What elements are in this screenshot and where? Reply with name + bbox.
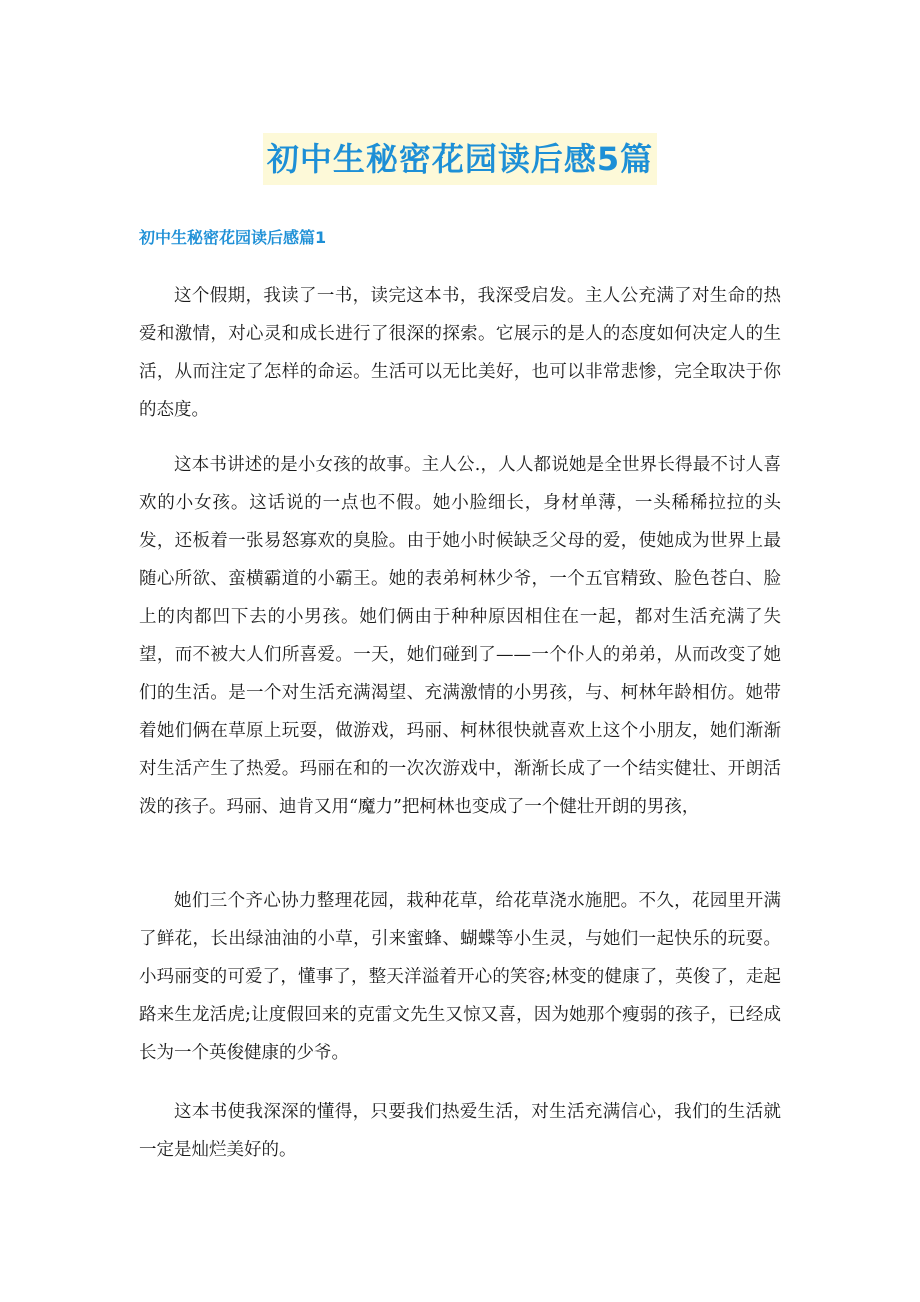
body-paragraph-1: 这个假期，我读了一书，读完这本书，我深受启发。主人公充满了对生命的热爱和激情，对心灵和成长进行了很深的探索。它展示的是人的态度如何决定人的生活，从而注定了怎样的命运。生活可以无比美好，也可以非常悲惨，完全取决于你的态度。 bbox=[139, 286, 781, 420]
body-paragraph-2: 这本书讲述的是小女孩的故事。主人公.，人人都说她是全世界长得最不讨人喜欢的小女孩。这话说的一点也不假。她小脸细长，身材单薄，一头稀稀拉拉的头发，还板着一张易怒寡欢的臭脸。由于她小时候缺乏父母的爱，使她成为世界上最随心所欲、蛮横霸道的小霸王。她的表弟柯林少爷，一个五官精致、脸色苍白、脸上的肉都凹下去的小男孩。她们俩由于种种原因相住在一起，都对生活充满了失望，而不被大人们所喜爱。一天，她们碰到了——一个仆人的弟弟，从而改变了她们的生活。是一个对生活充满渴望、充满激情的小男孩，与、柯林年龄相仿。她带着她们俩在草原上玩耍，做游戏，玛丽、柯林很快就喜欢上这个小朋友，她们渐渐对生活产生了热爱。玛丽在和的一次次游戏中，渐渐长成了一个结实健壮、开朗活泼的孩子。玛丽、迪肯又用“魔力”把柯林也变成了一个健壮开朗的男孩， bbox=[139, 455, 781, 817]
body-paragraph-3: 她们三个齐心协力整理花园，栽种花草，给花草浇水施肥。不久，花园里开满了鲜花，长出绿油油的小草，引来蜜蜂、蝴蝶等小生灵，与她们一起快乐的玩耍。小玛丽变的可爱了，懂事了，整天洋溢着开心的笑容;林变的健康了，英俊了，走起路来生龙活虎;让度假回来的克雷文先生又惊又喜，因为她那个瘦弱的孩子，已经成长为一个英俊健康的少爷。 bbox=[139, 891, 781, 1063]
body-paragraph-4: 这本书使我深深的懂得，只要我们热爱生活，对生活充满信心，我们的生活就一定是灿烂美好的。 bbox=[139, 1102, 781, 1160]
section-heading: 初中生秘密花园读后感篇1 bbox=[139, 228, 327, 247]
page-title: 初中生秘密花园读后感5篇 bbox=[263, 133, 657, 185]
title-container bbox=[0, 133, 920, 185]
